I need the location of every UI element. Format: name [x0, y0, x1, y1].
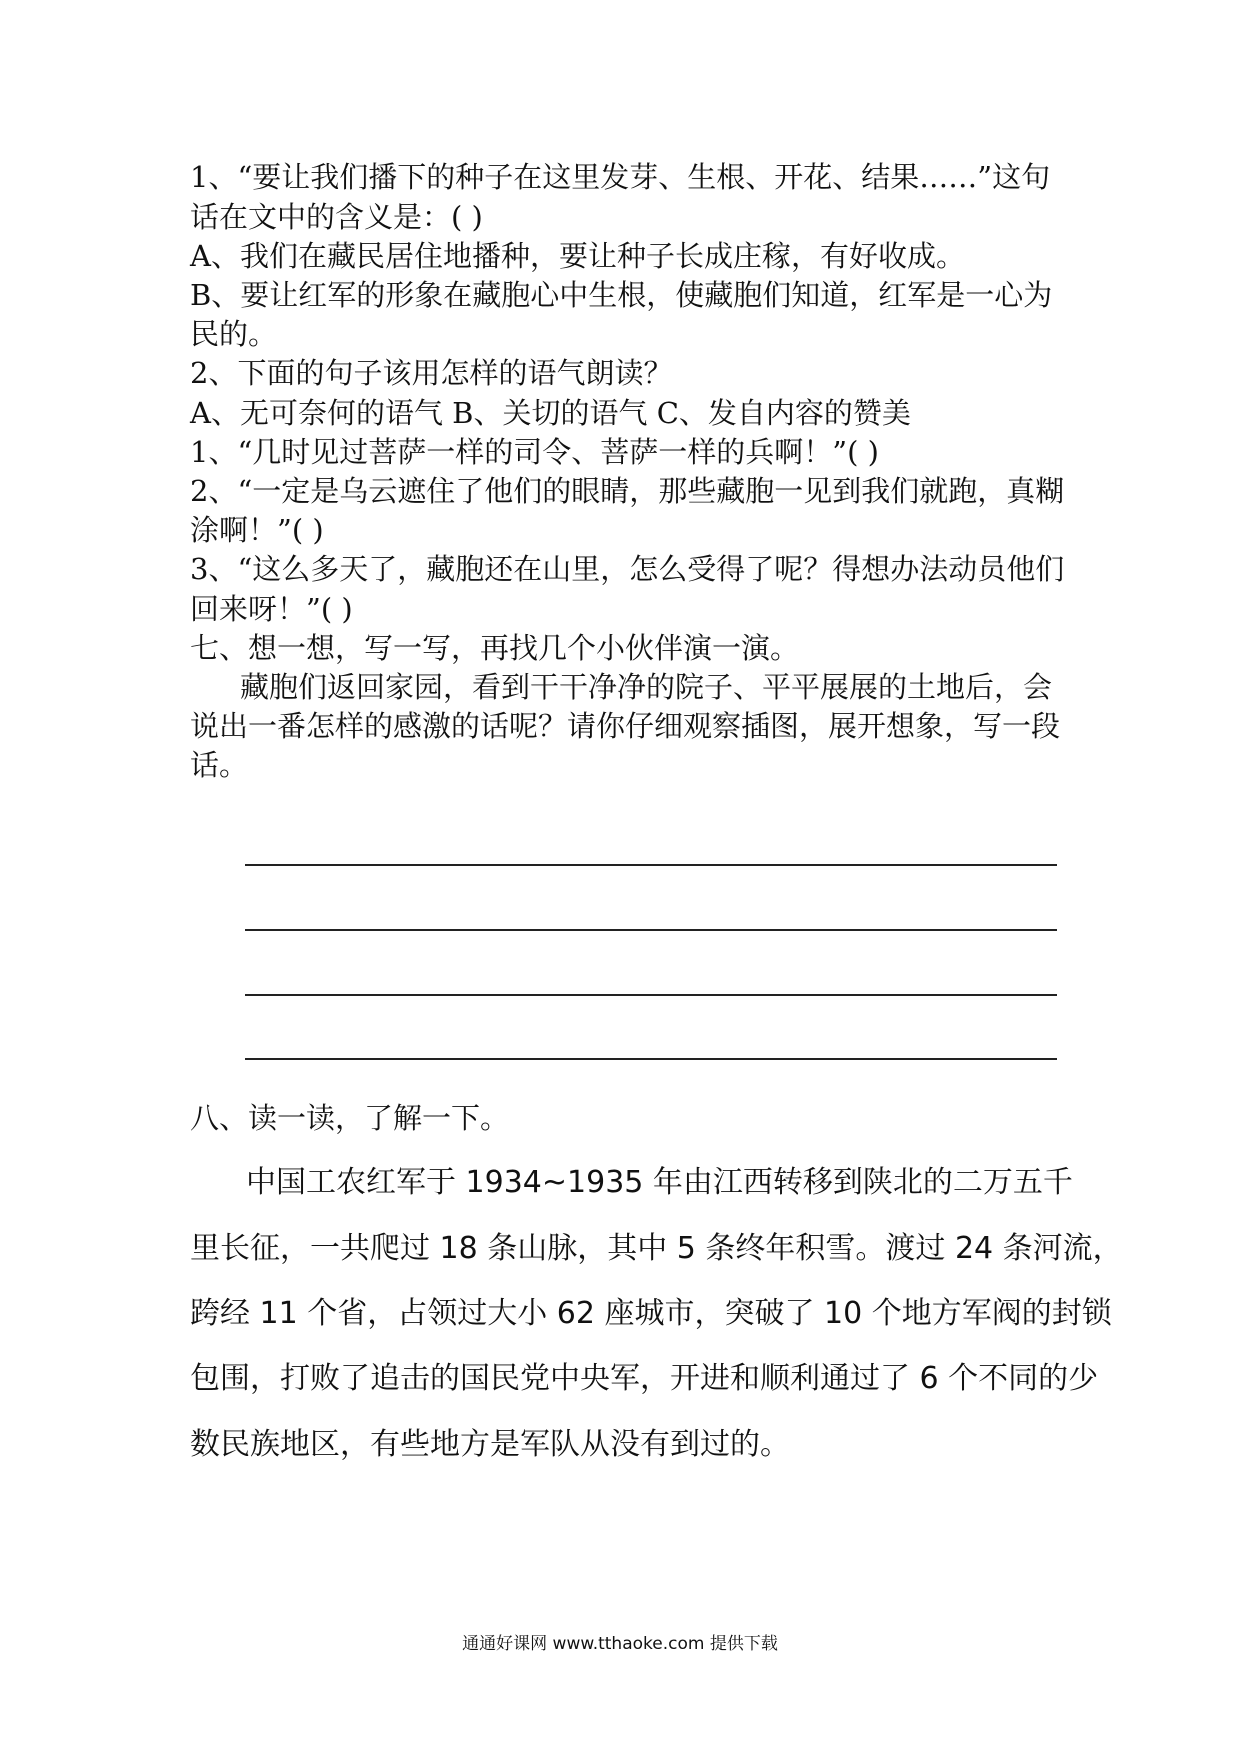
- section-7-prompt-line-2: 说出一番怎样的感激的话呢？请你仔细观察插图，展开想象，写一段: [190, 709, 1061, 743]
- sentence-2-line-2: 涂啊！”( ): [190, 513, 324, 547]
- page-footer: 通通好课网 www.tthaoke.com 提供下载: [462, 1634, 778, 1654]
- reading-paragraph-line-4: 包围，打败了追击的国民党中央军，开进和顺利通过了 6 个不同的少: [190, 1361, 1099, 1396]
- sentence-2-line-1: 2、“一定是乌云遮住了他们的眼睛，那些藏胞一见到我们就跑，真糊: [190, 474, 1065, 508]
- sentence-1: 1、“几时见过菩萨一样的司令、菩萨一样的兵啊！”( ): [190, 435, 879, 469]
- section-7-prompt-line-3: 话。: [190, 748, 249, 782]
- section-8-heading: 八、读一读，了解一下。: [190, 1101, 510, 1135]
- question-1-option-b-line-2: 民的。: [190, 317, 278, 351]
- writing-line-3[interactable]: [245, 994, 1057, 996]
- question-1-line-1: 1、“要让我们播下的种子在这里发芽、生根、开花、结果……”这句: [190, 160, 1051, 194]
- reading-paragraph-line-5: 数民族地区，有些地方是军队从没有到过的。: [190, 1427, 790, 1462]
- writing-line-2[interactable]: [245, 929, 1057, 931]
- question-2: 2、下面的句子该用怎样的语气朗读？: [190, 356, 673, 390]
- reading-paragraph-line-2: 里长征，一共爬过 18 条山脉，其中 5 条终年积雪。渡过 24 条河流，: [190, 1231, 1123, 1266]
- question-1-option-b-line-1: B、要让红军的形象在藏胞心中生根，使藏胞们知道，红军是一心为: [190, 278, 1053, 312]
- section-7-heading: 七、想一想，写一写，再找几个小伙伴演一演。: [190, 631, 800, 665]
- section-7-prompt-line-1: 藏胞们返回家园，看到干干净净的院子、平平展展的土地后，会: [240, 670, 1053, 704]
- writing-line-4[interactable]: [245, 1058, 1057, 1060]
- question-1-line-2: 话在文中的含义是：( ): [190, 200, 483, 234]
- question-1-option-a: A、我们在藏民居住地播种，要让种子长成庄稼，有好收成。: [190, 239, 965, 273]
- reading-paragraph-line-1: 中国工农红军于 1934~1935 年由江西转移到陕北的二万五千: [246, 1165, 1073, 1200]
- sentence-3-line-1: 3、“这么多天了，藏胞还在山里，怎么受得了呢？得想办法动员他们: [190, 552, 1065, 586]
- writing-line-1[interactable]: [245, 864, 1057, 866]
- sentence-3-line-2: 回来呀！”( ): [190, 592, 353, 626]
- reading-paragraph-line-3: 跨经 11 个省，占领过大小 62 座城市，突破了 10 个地方军阀的封锁: [190, 1296, 1112, 1331]
- question-2-options: A、无可奈何的语气 B、关切的语气 C、发自内容的赞美: [190, 396, 911, 430]
